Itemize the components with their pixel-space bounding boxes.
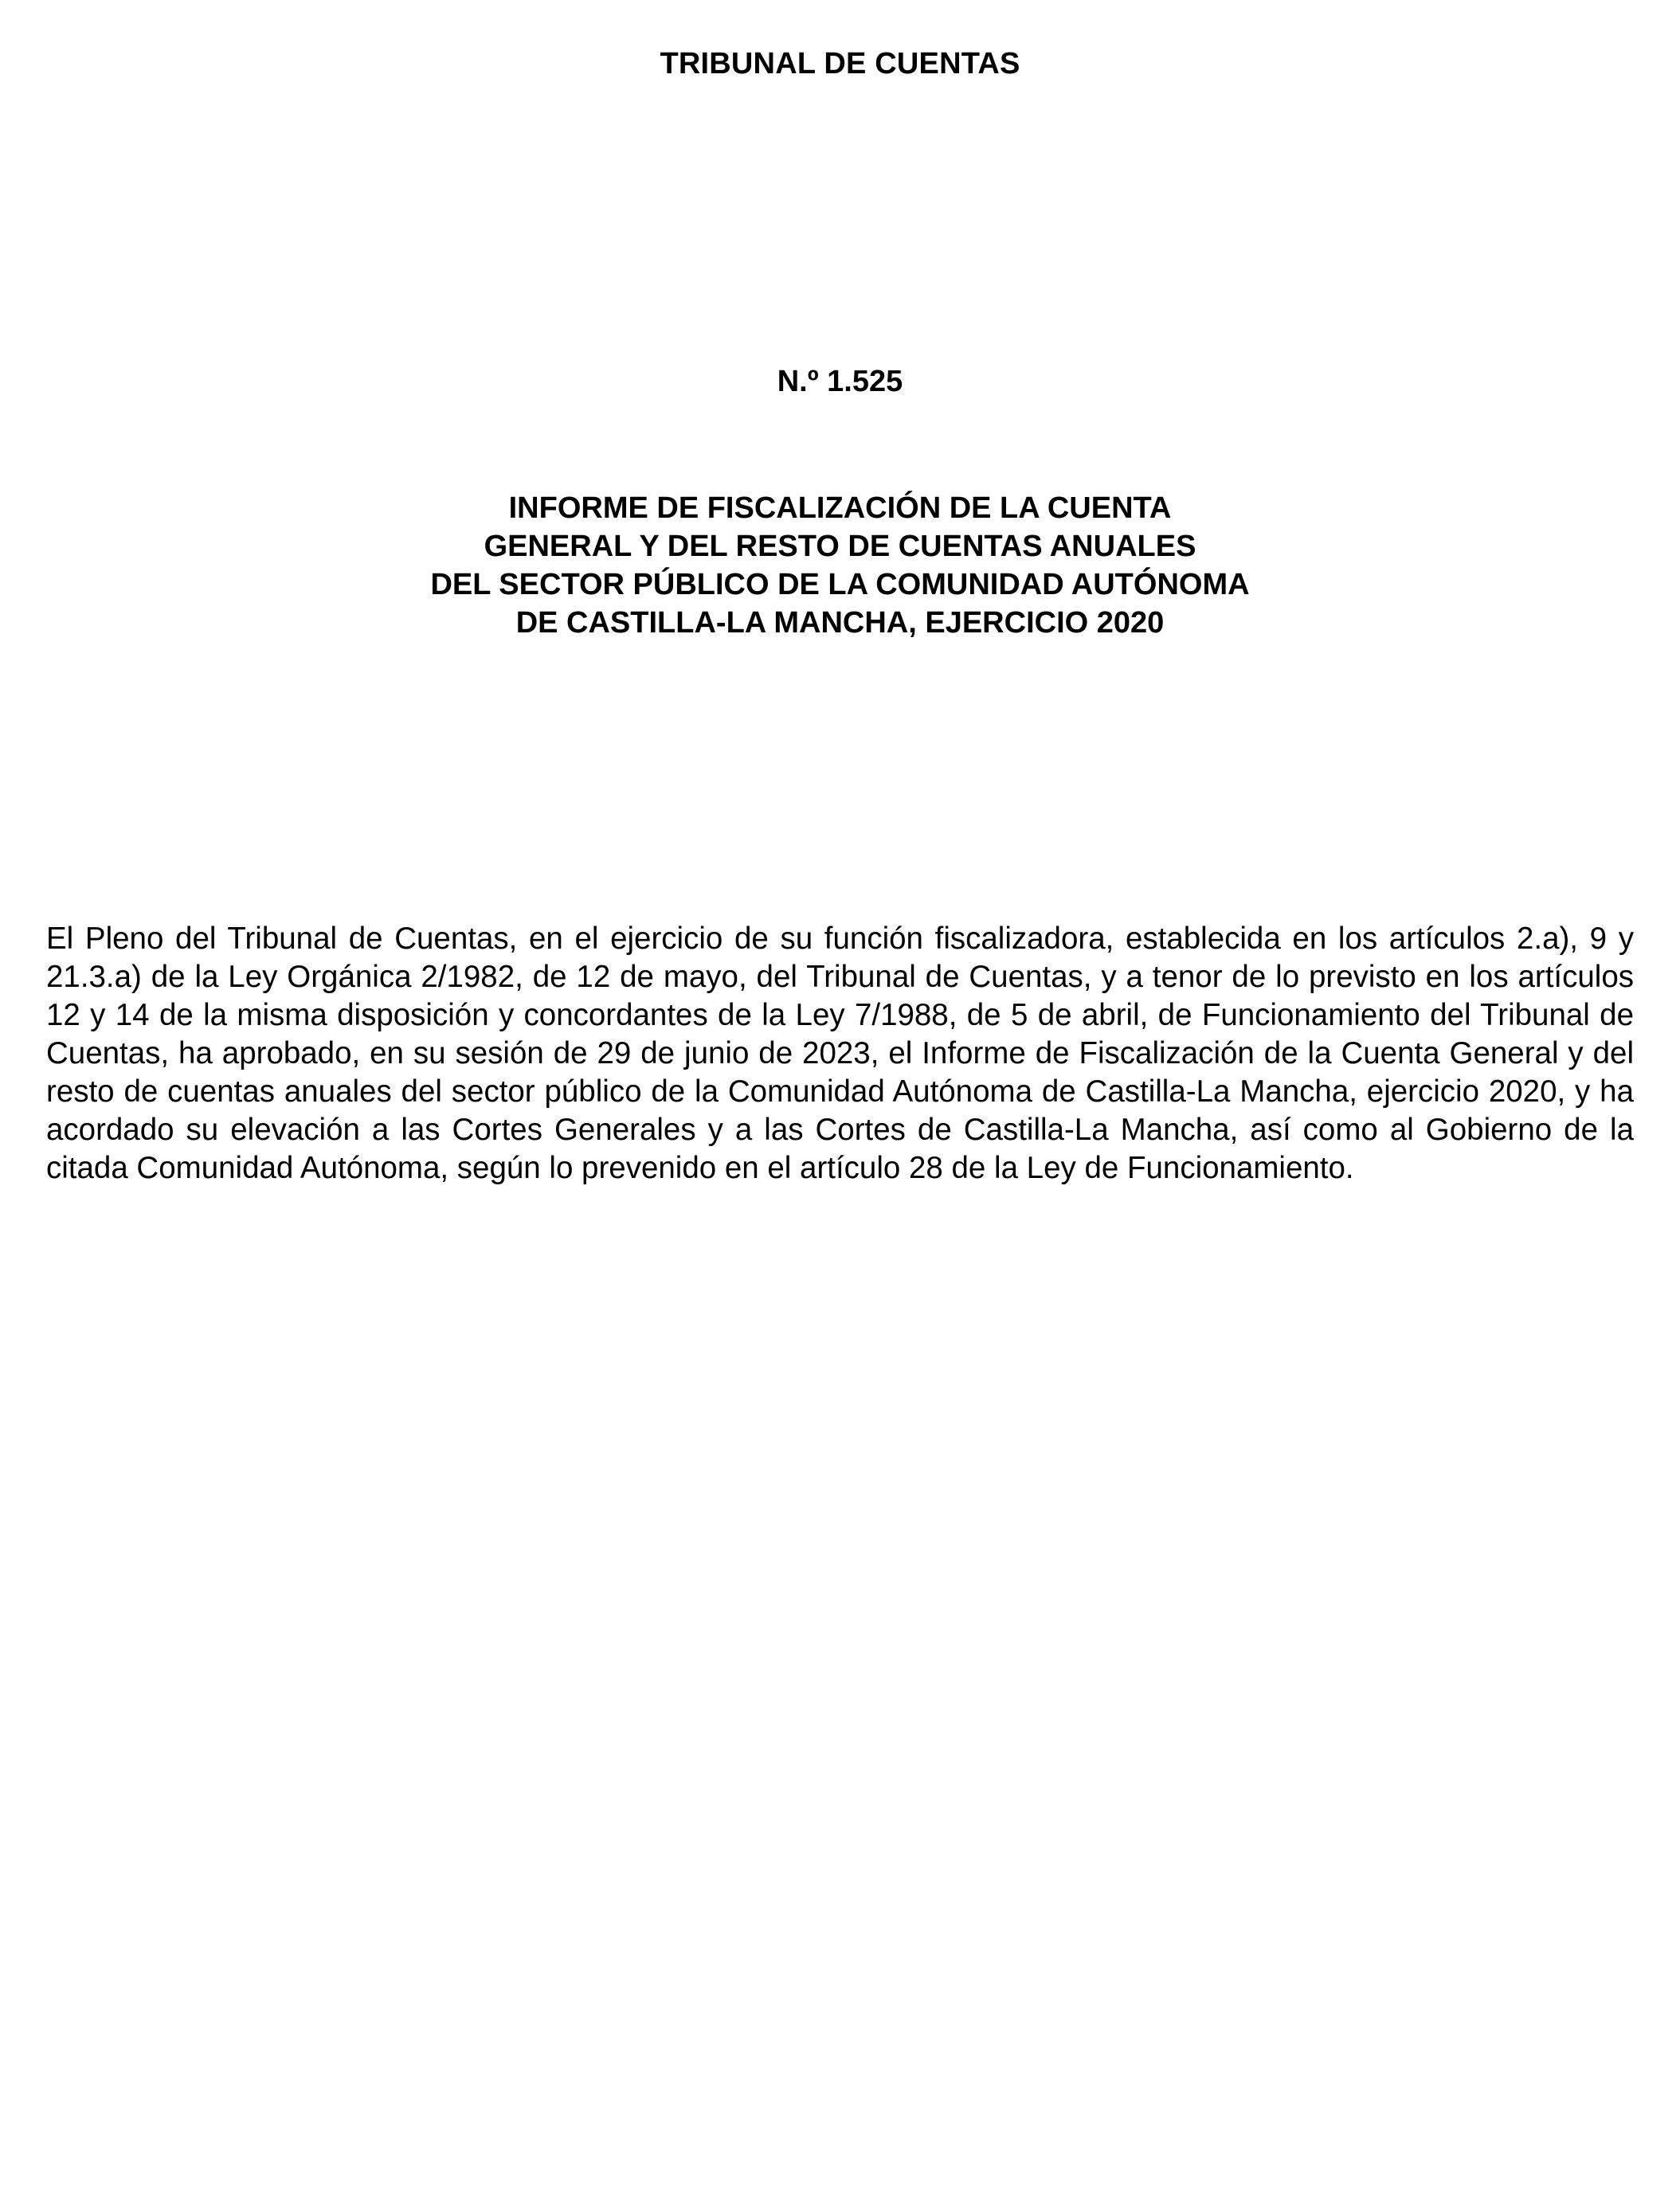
report-title bbox=[0, 489, 1680, 642]
report-title-line: GENERAL Y DEL RESTO DE CUENTAS ANUALES bbox=[484, 530, 1196, 563]
report-number: N.º 1.525 bbox=[777, 365, 903, 398]
approval-paragraph: El Pleno del Tribunal de Cuentas, en el ejercicio de su función fiscalizadora, establecida en los artículos 2.a), 9 y 21.3.a) de la Ley Orgánica 2/1982, de 12 de mayo, del Tribunal de Cuentas, y a tenor de lo previsto en los artículos 12 y 14 de la misma disposición y concordantes de la Ley 7/1988, de 5 de abril, de Funcionamiento del Tribunal de Cuentas, ha aprobado, en su sesión de 29 de junio de 2023, el Informe de Fiscalización de la Cuenta General y del resto de cuentas anuales del sector público de la Comunidad Autónoma de Castilla-La Mancha, ejercicio 2020, y ha acordado su elevación a las Cortes Generales y a las Cortes de Castilla-La Mancha, así como al Gobierno de la citada Comunidad Autónoma, según lo prevenido en el artículo 28 de la Ley de Funcionamiento. bbox=[46, 922, 1634, 1185]
institution-header: TRIBUNAL DE CUENTAS bbox=[660, 47, 1020, 80]
report-title-line: DE CASTILLA-LA MANCHA, EJERCICIO 2020 bbox=[515, 606, 1165, 640]
report-title-line: INFORME DE FISCALIZACIÓN DE LA CUENTA bbox=[508, 491, 1172, 525]
report-title-line: DEL SECTOR PÚBLICO DE LA COMUNIDAD AUTÓNOMA bbox=[430, 568, 1250, 601]
